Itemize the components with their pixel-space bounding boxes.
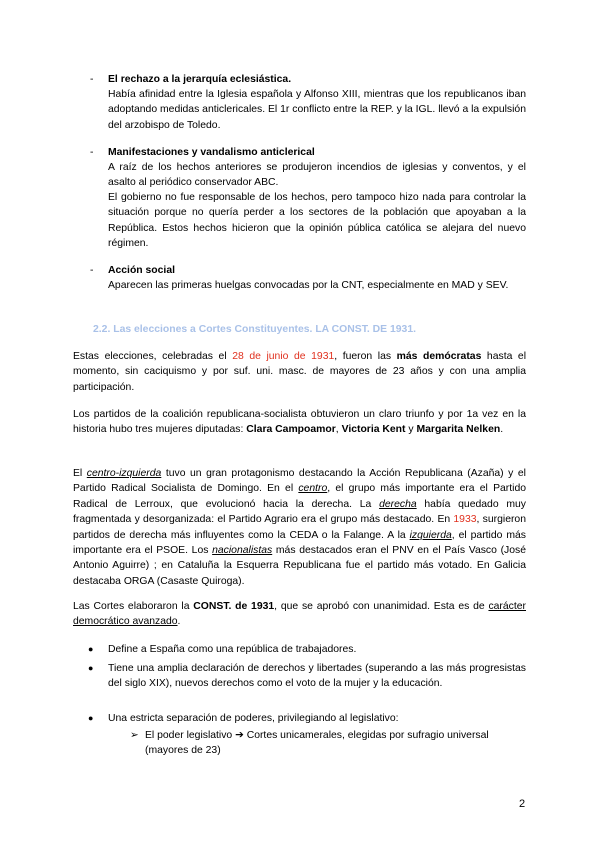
section-heading: 2.2. Las elecciones a Cortes Constituyentes. LA CONST. DE 1931.: [93, 324, 416, 335]
bullet-icon: ●: [88, 663, 94, 673]
election-date: 28 de junio de 1931: [232, 351, 335, 362]
paragraph-coalition: [73, 407, 526, 438]
paragraph-constitution: [73, 599, 526, 630]
text: El: [73, 468, 87, 479]
list-item-title-text: Acción social: [108, 265, 175, 276]
list-dash: -: [90, 147, 94, 158]
list-item-title-text: El rechazo a la jerarquía eclesiástica.: [108, 74, 292, 85]
underlined-term: carácter democrático avanzado: [73, 601, 526, 628]
list-item-title: [108, 72, 526, 87]
list-item-title-text: Manifestaciones y vandalismo anticlerical: [108, 147, 315, 158]
bullet-item: Tiene una amplia declaración de derechos y libertades (superando a las más progresistas del siglo XIX), nuevos derechos como el voto de la mujer y la educación.: [108, 663, 526, 690]
text: , que se aprobó con unanimidad. Esta es de: [274, 601, 489, 612]
bold-text: más demócratas: [396, 351, 482, 362]
page-number: 2: [519, 798, 526, 810]
list-item-body: Aparecen las primeras huelgas convocadas por la CNT, especialmente en MAD y SEV.: [108, 280, 509, 291]
bullet-item: Define a España como una república de trabajadores.: [108, 644, 357, 655]
text: más destacados eran el PNV en el País Vasco (José Antonio Aguirre) ; en Cataluña la Esquerra Republicana fue el partido más votado. En Galicia destacaba ORGA (Casaste Quiroga).: [73, 545, 526, 587]
text: .: [177, 616, 181, 628]
list-item-body: El gobierno no fue responsable de los hechos, pero tampoco hizo nada para controlar la situación porque no quería perder a los sectores de la población que apoyaban a la República. Estos hechos hicieron que la opinión pública católica se alejara del nuevo régimen.: [108, 192, 526, 250]
list-item-title: [108, 145, 526, 160]
text: , fueron las: [334, 351, 397, 362]
list-item-body: Había afinidad entre la Iglesia española y Alfonso XIII, mientras que los republicanos iban adoptando medidas anticlericales. El 1r conflicto entre la REP. y la IGL. llevó a la expulsión del arzobispo de Toledo.: [108, 89, 526, 131]
text: tuvo un gran protagonismo destacando la Acción Republicana (Azaña) y el Partido Radical Socialista de Domingo. En el: [73, 468, 526, 495]
text: había quedado muy fragmentada y desorganizada: el Partido Agrario era el grupo más destacado. En: [73, 498, 526, 526]
list-dash: -: [90, 74, 94, 85]
deputy-name: Margarita Nelken: [416, 424, 501, 436]
text: Estas elecciones, celebradas el: [73, 351, 233, 362]
list-item-title: [108, 263, 526, 278]
sub-bullet-item: El poder legislativo ➔ Cortes unicamerales, elegidas por sufragio universal (mayores de 23): [145, 730, 489, 757]
arrow-bullet-icon: ➢: [130, 730, 139, 741]
underlined-term: derecha: [379, 498, 417, 510]
underlined-term: centro-izquierda: [86, 468, 162, 479]
text: , el partido más importante era el PSOE. Los: [73, 529, 526, 557]
text: hasta el momento, sin caciquismo y por suf. uni. masc. de mayores de 23 años y con una amplia participación.: [73, 351, 527, 393]
bold-text: CONST. de 1931: [193, 601, 275, 612]
bullet-item: Una estricta separación de poderes, privilegiando al legislativo:: [108, 713, 399, 724]
list-dash: -: [90, 265, 94, 276]
paragraph-elections: [73, 349, 526, 395]
year-1933: 1933: [453, 514, 477, 526]
text: .: [500, 424, 504, 436]
text: ,: [335, 424, 342, 436]
text: y: [405, 424, 417, 436]
deputy-name: Victoria Kent: [341, 424, 406, 436]
deputy-name: Clara Campoamor: [246, 424, 336, 436]
text: , el grupo más importante era el Partido Radical de Lerroux, que evolucionó hacia la derecha. La: [73, 483, 526, 510]
underlined-term: nacionalistas: [212, 545, 273, 557]
paragraph-parties: [73, 466, 526, 589]
text: Los partidos de la coalición republicana-socialista obtuvieron un claro triunfo y por 1a vez en la historia hubo tres mujeres diputadas:: [73, 409, 526, 436]
bullet-icon: ●: [88, 644, 94, 654]
text: Las Cortes elaboraron la: [73, 601, 194, 612]
bullet-icon: ●: [88, 713, 94, 723]
underlined-term: centro: [298, 483, 328, 495]
underlined-term: izquierda: [409, 529, 452, 541]
list-item-body: A raíz de los hechos anteriores se produjeron incendios de iglesias y conventos, y el asalto al periódico conservador ABC.: [108, 162, 526, 189]
text: , surgieron partidos de derecha más influyentes como la CEDA o la Falange. A la: [73, 514, 526, 541]
